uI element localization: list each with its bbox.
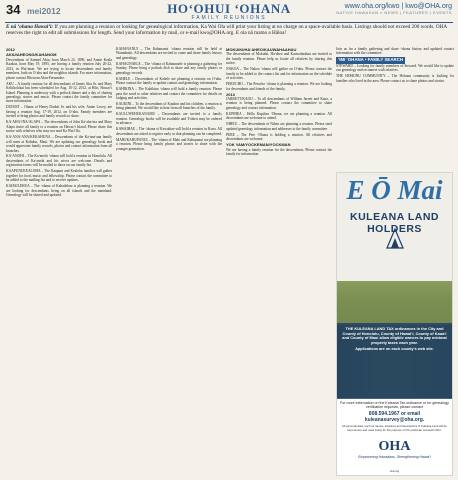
header-tagline: NATIVE HAWAIIAN » NEWS | FEATURES | EVENTS	[336, 10, 452, 15]
header-url[interactable]: www.oha.org/kwo | kwo@OHA.org	[344, 3, 452, 10]
ad-info-box	[337, 323, 452, 399]
masthead-title: HO‘OHUI ‘OHANA	[167, 1, 291, 16]
listing-paragraph: KAULUWEHI/KANAMU – Descendants are invited to a family reunion. Genealogy books will be available and T-shirts may be ordered in advance.	[116, 112, 222, 126]
ad-fine-print: All personal data, such as names, locations and descriptions of Kuleana Land will be kept secure and used solely for the purpose of this particular outreach effort.	[342, 424, 447, 432]
year-heading: 2012	[6, 47, 15, 52]
listing-paragraph: KAHAUNAELE – The ʻohana of Kahaunaele is planning a gathering for Sunday. Please bring a potluck dish to share and any family photos or genealogy records.	[116, 61, 222, 75]
issue-date: mei2012	[27, 6, 61, 16]
intro-text: If you are planning a reunion or looking for genealogical information, Ka Wai Ola will print your listing at no charge on a space-available basis. Listings should not exceed 200 words. OHA reserves the right to edit all submissions for length. Send your information by mail, or e-mail kwo@OHA.org. E ola nā mamo a Hāloa!	[6, 24, 447, 37]
listing-paragraph: KA‘ANA‘ANA/KEKAHUNA – Descendants of the Kaʻanaʻana family will meet at Kahului, Maui. We are updating our genealogy book and would appreciate family records, photos and contact information from all branches.	[6, 135, 112, 153]
ad-banner	[337, 173, 452, 282]
ad-headline: KULEANA LAND HOLDERS	[349, 211, 440, 235]
listing-paragraph: NIHEU – The descendants of Niheu are planning a reunion. Please send updated genealogy information and addresses to the family committee.	[226, 122, 332, 131]
listing-paragraph: DUDOIT – Ohana of Henry Dudoit Sr. and his wife, Annie Lovey, are having a reunion Aug. 17-19, 2012, on Oʻahu. Family members are invited to bring photos and family records to share.	[6, 105, 112, 119]
listing-heading: MOKUIKI/HA‘AHEO/KAUWAHAAHAU	[226, 47, 297, 52]
listing-paragraph: STEWARD – Looking for family members of Steward. We would like to update our genealogy and reconnect with relatives.	[336, 63, 454, 73]
listing-paragraph: PERUCHO – The Perucho ʻohana is planning a reunion. We are looking for descendants and friends of the family.	[226, 82, 332, 91]
listing-paragraph: KUPIHEA – Hello Kupihea ʻOhana, we are planning a reunion. All descendants are welcome to attend.	[226, 111, 332, 121]
masthead-subtitle: FAMILY REUNIONS	[191, 15, 267, 21]
intro-lead: E nā ‘ohana Hawai‘i:	[6, 24, 54, 30]
listing-paragraph: JARRETT/KAOO – To all descendants of William Jarrett and Kaoo, a reunion is being planned. Please contact the committee to share genealogy and contact information.	[226, 97, 332, 110]
oha-tagline: Empowering Hawaiians, Strengthening Hawai‘i	[358, 455, 431, 459]
listing-paragraph: MAHI/KAHUPANUI – The ʻohana of Mahi and Kahupanui are planning a reunion. Please bring family photos and stories to share with the younger generation.	[116, 137, 222, 151]
listing-paragraph: KAHAILEHUA – The ʻohana of Kahailehua is planning a reunion. We are looking for descendants living on all islands and the mainland. Genealogy will be shared and updated.	[6, 184, 112, 198]
listing-paragraph: KAWAIHAE – The ʻohana of Kawaihae will hold a reunion in Kona. All descendants are asked to register early so that planning can be completed.	[116, 127, 222, 136]
ad-overlay-title: THE KULEANA LAND TAX ordinances in the City and County of Honolulu, County of Hawai‘i, County of Kaua‘i and County of Maui allow eligible owners to pay minimal property taxes each year.	[342, 326, 447, 345]
listing-paragraph: The descendants of Mokuiki, Haʻaheo and Kauwahaahau are invited to the family reunion. Please help us locate all relatives by sharing this notice.	[226, 52, 332, 66]
header-rule	[5, 22, 453, 23]
listing-paragraph: KAHIKINA – The Kahikina ʻohana will hold a family reunion. Please pass the word to other relatives and contact the committee for details on lodging and activities.	[116, 87, 222, 101]
listing-paragraph: Join us for a family gathering and share ʻohana history and updated contact information with the committee.	[336, 47, 454, 56]
page-number: 34	[6, 2, 21, 17]
column-1	[6, 47, 112, 475]
oha-logo	[337, 439, 452, 459]
listing-paragraph: KAHANANUI – The Kahananui ʻohana reunion will be held at Waimānalo. All descendants are invited to come and share family history and genealogy.	[116, 47, 222, 60]
kuleana-ad	[336, 172, 453, 476]
ad-overlay-ask: Applications are on each county’s web site.	[355, 347, 434, 352]
oha-wordmark: OHA	[378, 439, 411, 454]
listing-paragraph: AKU – A family reunion for all descendants of James Aku Sr. and Mary Keliiholokai has been scheduled for Aug. 10-12, 2012, at Hilo, Hawaiʻi Island. Planning is underway with a potluck dinner and a day of sharing genealogy, stories and music. Please contact the family committee for more information.	[6, 81, 112, 104]
year-heading: 2013	[226, 91, 235, 97]
listing-paragraph: THE HOHONU COMMUNITY – The Hohonu community is looking for families who lived in the area. Please contact us to share photos and stories.	[336, 74, 454, 83]
listing-paragraph: KAAPUNI/KEALOHA – The Kaapuni and Kealoha families will gather together for food, music and fellowship. Please contact the committee to be added to the mailing list and to receive updates.	[6, 169, 112, 183]
column-2	[116, 47, 222, 475]
listing-heading: YOK YAM/YOCKEMAN/YOCKMAN	[226, 142, 291, 148]
listing-paragraph: Descendants of Samuel Akiu, born March 22, 1890, and Annie Keala Kaakoa, born May 19, 1895, are having a family reunion July 20-22, 2012, in Waiʻanae. We are trying to locate descendants and family members, both on Oʻahu and the neighbor islands. For more information, please contact Blossom Akiu-Fernandez.	[6, 57, 112, 80]
column-4	[336, 47, 454, 169]
intro-paragraph	[6, 24, 452, 36]
ad-contact-lead: For more information on the Kuleana Tax ordinance or for genealogy verification requests, please contact	[340, 401, 449, 410]
section-label: ‘IMI ‘OHANA • FAMILY SEARCH	[338, 57, 404, 63]
ad-contact	[337, 401, 452, 423]
listing-heading: AKIU/AHEONG/KAHANOM	[6, 52, 57, 58]
ad-footer[interactable]: oha.org	[389, 469, 400, 473]
column-3	[226, 47, 332, 475]
ad-title: E Ō Mai	[346, 175, 443, 205]
listing-paragraph: KA‘ANOHI – The Kaʻanohi ʻohana will hold a reunion in Honolulu. All descendants of Kaʻanohi and his wives are welcome. Details and registration forms will be mailed to those on our family list.	[6, 154, 112, 168]
page-header	[0, 0, 458, 24]
listing-paragraph: We are having a family reunion for the descendants. Please contact the family for information.	[226, 147, 332, 157]
land-icon	[385, 226, 405, 250]
listing-paragraph: KAUKINI – To the descendants of Kaukini and his children, a reunion is being planned. We would like to hear from all branches of the family.	[116, 101, 222, 111]
ad-contact-numbers[interactable]: 808.594.1967 or email kuleanasurvey@oha.org.	[364, 410, 425, 423]
listing-paragraph: PERE – The Pere ʻOhana is holding a reunion. All relatives and descendants are welcome.	[226, 132, 332, 142]
header-links	[336, 3, 452, 15]
listing-paragraph: KAHELE – Descendants of Kahele are planning a reunion on Oʻahu. Please contact the family to update contact and genealogy information.	[116, 76, 222, 86]
listing-paragraph: KA‘AHA‘INA/ALAPA – The descendants of John Kaʻahaʻina and Mary Alapa invite all family to a reunion on Hawaiʻi Island. Please share this notice with relatives who may not read Ka Wai Ola.	[6, 120, 112, 134]
listing-paragraph: NAKOA – The Nakoa ʻohana will gather on Oʻahu. Please contact the family to be added to the contact list and for information on the schedule of activities.	[226, 67, 332, 81]
